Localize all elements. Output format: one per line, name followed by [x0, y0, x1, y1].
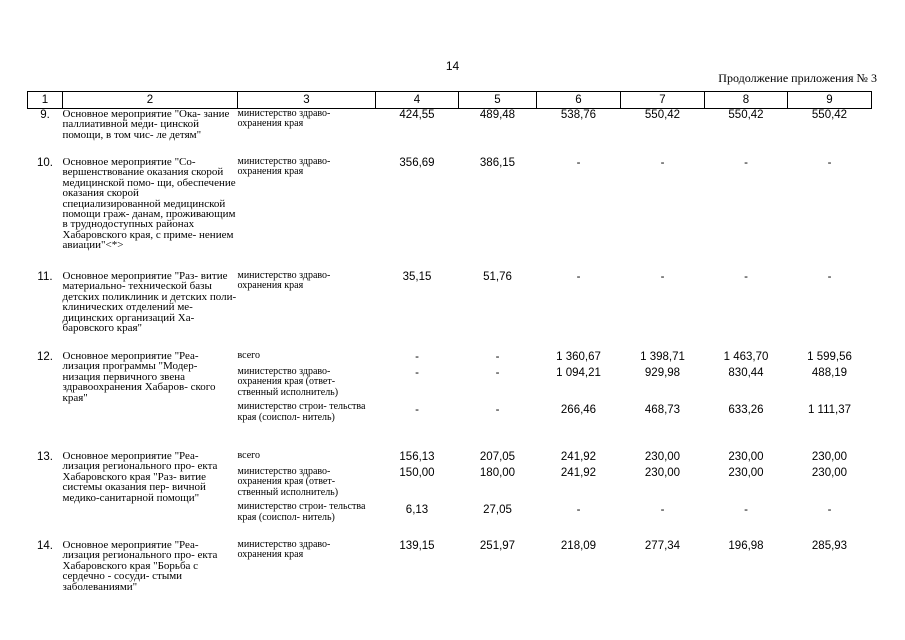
value-cell: 633,26 [728, 404, 764, 416]
value-cell: - [660, 271, 665, 283]
value-cell: 929,98 [644, 367, 681, 379]
value-cell: 156,13 [399, 451, 435, 463]
executor-label: всего [237, 450, 261, 461]
value-cell: 230,00 [811, 467, 848, 479]
value-cell: - [495, 404, 500, 416]
value-cell: 35,15 [402, 271, 432, 283]
column-number-row [28, 92, 872, 109]
column-header: 5 [459, 92, 537, 109]
value-cell: 1 360,67 [556, 351, 601, 363]
row-number: 14. [37, 540, 53, 552]
row-number: 12. [37, 351, 53, 363]
value-cell: - [827, 504, 832, 516]
value-cell: 1 094,21 [556, 367, 601, 379]
value-cell: 207,05 [479, 451, 516, 463]
row-number: 11. [37, 271, 53, 283]
value-cell: - [576, 271, 581, 283]
column-header: 1 [28, 92, 63, 109]
table-row [28, 351, 872, 451]
column-header: 7 [621, 92, 705, 109]
value-cell: 489,48 [479, 109, 516, 121]
value-cell: - [827, 157, 832, 169]
column-header: 4 [376, 92, 459, 109]
value-cell: 230,00 [644, 467, 681, 479]
row-number: 10. [37, 157, 53, 169]
value-cell: 230,00 [644, 451, 681, 463]
value-cell: 251,97 [479, 540, 516, 552]
column-header: 9 [788, 92, 872, 109]
row-number: 9. [40, 109, 50, 121]
value-cell: 150,00 [399, 467, 435, 479]
value-cell: 241,92 [560, 451, 597, 463]
activity-description: Основное мероприятие "Реа- лизация регионального про- екта Хабаровского края "Борьба с сердечно - сосуди- стыми заболеваниями" [62, 539, 218, 593]
table-row [28, 451, 872, 540]
value-cell: - [415, 404, 419, 416]
activity-description: Основное мероприятие "Реа- лизация программы "Модер- низация первичного звена здравоохранения Хабаров- ского края" [62, 350, 216, 404]
executor-label: министерство здраво- охранения края [237, 270, 331, 292]
executor-label: всего [237, 350, 261, 361]
value-cell: 356,69 [399, 157, 435, 169]
value-cell: - [744, 271, 748, 283]
table-row [28, 109, 872, 158]
value-cell: 230,00 [728, 467, 764, 479]
value-cell: 51,76 [483, 271, 512, 283]
value-cell: 230,00 [728, 451, 764, 463]
value-cell: 424,55 [399, 109, 435, 121]
column-header: 8 [705, 92, 788, 109]
value-cell: 241,92 [560, 467, 597, 479]
value-cell: - [744, 157, 748, 169]
column-header: 2 [63, 92, 238, 109]
value-cell: 196,98 [728, 540, 764, 552]
activity-description: Основное мероприятие "Раз- витие материально- технической базы детских поликлиник и детских поли- клинических отделений ме- дицинских организаций Ха- баровского края" [62, 270, 237, 335]
continuation-label: Продолжение приложения № 3 [718, 71, 877, 85]
value-cell: - [576, 157, 581, 169]
value-cell: - [744, 504, 748, 516]
value-cell: 1 599,56 [807, 351, 852, 363]
executor-label: министерство строи- тельства края (соиспол- нитель) [237, 401, 366, 423]
executor-label: министерство здраво- охранения края (ответ- ственный исполнитель) [237, 466, 339, 498]
value-cell: 230,00 [811, 451, 848, 463]
value-cell: 277,34 [644, 540, 681, 552]
value-cell: 139,15 [399, 540, 435, 552]
value-cell: 830,44 [728, 367, 764, 379]
activity-description: Основное мероприятие "Со- вершенствование оказания скорой медицинской помо- щи, обеспечение оказания скорой специализированной медицинской помощи граж- данам, проживающим в труднодоступных районах Хабаровского края, с приме- нением авиации"<*> [62, 156, 236, 252]
value-cell: - [660, 504, 665, 516]
table-row [28, 540, 872, 600]
page-number: 14 [445, 59, 460, 73]
activity-description: Основное мероприятие "Реа- лизация регионального про- екта Хабаровского края "Раз- витие системы оказания пер- вичной медико-санитарной помощи" [62, 450, 218, 504]
value-cell: 488,19 [811, 367, 848, 379]
executor-label: министерство здраво- охранения края (ответ- ственный исполнитель) [237, 366, 339, 398]
value-cell: - [660, 157, 665, 169]
activity-description: Основное мероприятие "Ока- зание паллиативной меди- цинской помощи, в том чис- ле детям" [62, 108, 230, 141]
value-cell: 180,00 [479, 467, 516, 479]
value-cell: 468,73 [644, 404, 681, 416]
value-cell: - [415, 351, 419, 363]
column-header: 3 [238, 92, 376, 109]
executor-label: министерство здраво- охранения края [237, 108, 331, 130]
value-cell: 550,42 [644, 109, 681, 121]
row-number: 13. [37, 451, 53, 463]
value-cell: 1 111,37 [807, 404, 852, 416]
value-cell: 1 398,71 [640, 351, 685, 363]
value-cell: 6,13 [405, 504, 429, 516]
value-cell: - [576, 504, 581, 516]
value-cell: 218,09 [560, 540, 597, 552]
value-cell: 27,05 [483, 504, 512, 516]
value-cell: - [827, 271, 832, 283]
executor-label: министерство строи- тельства края (соиспол- нитель) [237, 501, 366, 523]
value-cell: - [495, 351, 500, 363]
value-cell: 1 463,70 [723, 351, 769, 363]
table-row [28, 157, 872, 271]
value-cell: 550,42 [811, 109, 848, 121]
value-cell: 386,15 [479, 157, 516, 169]
value-cell: 266,46 [560, 404, 597, 416]
value-cell: - [415, 367, 419, 379]
value-cell: 550,42 [728, 109, 764, 121]
expenditure-table [27, 91, 872, 600]
value-cell: 285,93 [811, 540, 848, 552]
value-cell: - [495, 367, 500, 379]
column-header: 6 [537, 92, 621, 109]
table-row [28, 271, 872, 351]
executor-label: министерство здраво- охранения края [237, 539, 331, 561]
executor-label: министерство здраво- охранения края [237, 156, 331, 178]
value-cell: 538,76 [560, 109, 597, 121]
